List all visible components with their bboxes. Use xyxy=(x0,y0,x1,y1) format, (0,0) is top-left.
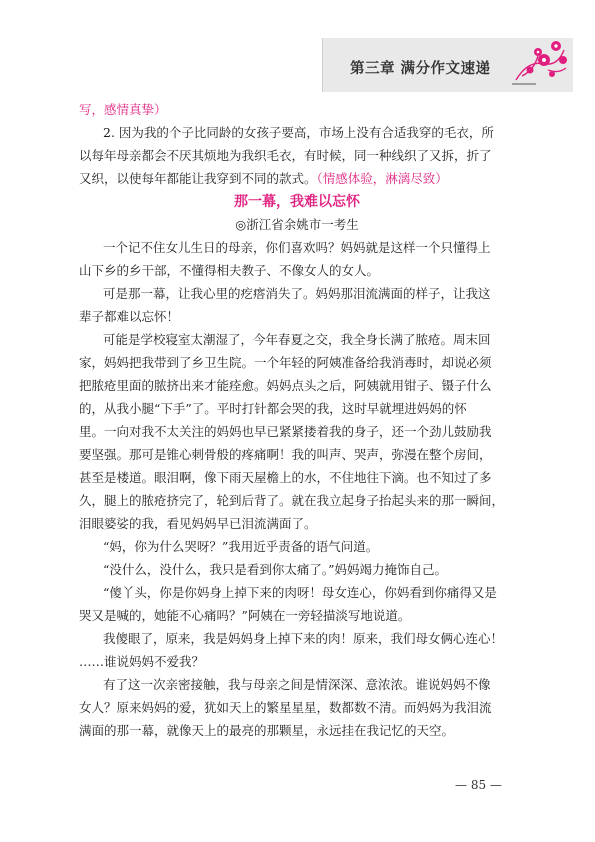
chapter-title: 第三章 满分作文速递 xyxy=(350,61,491,77)
essay-line: 满面的那一幕，就像天上的最亮的那颗星，永远挂在我记忆的天空。 xyxy=(79,723,455,738)
essay-line: 可能是学校寝室太潮湿了，今年春夏之交，我全身长满了脓疮。周末回 xyxy=(103,332,491,347)
essay-line: ……谁说妈妈不爱我？ xyxy=(79,654,205,669)
essay-line: 把脓疮里面的脓挤出来才能痊愈。妈妈点头之后，阿姨就用钳子、镊子什么 xyxy=(79,378,492,393)
essay-line: “妈，你为什么哭呀？”我用近乎责备的语气问道。 xyxy=(103,539,379,554)
essay-line: 要坚强。那可是锥心刺骨般的疼痛啊！我的叫声、哭声，弥漫在整个房间， xyxy=(79,447,492,462)
essay-line: 女人？原来妈妈的爱，犹如天上的繁星星星，数都数不清。而妈妈为我泪流 xyxy=(79,700,492,715)
essay-line: 甚至是楼道。眼泪啊，像下雨天屋檐上的水，不住地往下滴。也不知过了多 xyxy=(79,470,492,485)
analysis-line: 2. 因为我的个子比同龄的女孩子要高，市场上没有合适我穿的毛衣，所 xyxy=(103,125,494,140)
flower-decoration-icon xyxy=(508,30,570,88)
essay-author: ◎浙江省余姚市一考生 xyxy=(235,217,359,232)
essay-line: “傻丫头，你是你妈身上掉下来的肉呀！母女连心，你妈看到你痛得又是 xyxy=(103,585,497,600)
essay-line: 泪眼婆娑的我，看见妈妈早已泪流满面了。 xyxy=(79,516,317,531)
essay-line: 哭又是喊的，她能不心痛吗？”阿姨在一旁轻描淡写地说道。 xyxy=(79,608,411,623)
essay-line: 家，妈妈把我带到了乡卫生院。一个年轻的阿姨准备给我消毒时，却说必须 xyxy=(79,355,492,370)
essay-line: 可是那一幕，让我心里的疙瘩消失了。妈妈那泪流满面的样子，让我这 xyxy=(103,286,491,301)
essay-line: 辈子都难以忘怀！ xyxy=(79,309,180,324)
analysis-line: 以每年母亲都会不厌其烦地为我织毛衣，有时候，同一种线织了又拆，折了 xyxy=(79,148,492,163)
essay-line: 里。一向对我不太关注的妈妈也早已紧紧搂着我的身子，还一个劲儿鼓励我 xyxy=(79,424,492,439)
essay-line: “没什么，没什么，我只是看到你太痛了。”妈妈竭力掩饰自己。 xyxy=(103,562,448,577)
analysis-comment: （情感体验，淋漓尽致） xyxy=(316,171,448,186)
analysis-line xyxy=(79,167,515,190)
essay-line: 我傻眼了，原来，我是妈妈身上掉下来的肉！原来，我们母女俩心连心！ xyxy=(103,631,504,646)
essay-line: 有了这一次亲密接触，我与母亲之间是情深深、意浓浓。谁说妈妈不像 xyxy=(103,677,491,692)
essay-line: 一个记不住女儿生日的母亲，你们喜欢吗？妈妈就是这样一个只懂得上 xyxy=(103,240,491,255)
page-number: — 85 — xyxy=(455,778,502,792)
essay-title: 那一幕，我难以忘怀 xyxy=(234,194,360,210)
essay-line: 山下乡的乡干部，不懂得相夫教子、不像女人的女人。 xyxy=(79,263,380,278)
analysis-text: 又织，以使每年都能让我穿到不同的款式。 xyxy=(79,171,317,186)
essay-line: 久，腿上的脓疮挤完了，轮到后背了。就在我立起身子抬起头来的那一瞬间， xyxy=(79,493,505,508)
essay-line: 的，从我小腿“下手”了。平时打针都会哭的我，这时早就埋进妈妈的怀 xyxy=(79,401,467,416)
main-content xyxy=(79,98,515,742)
analysis-line: 写，感情真挚） xyxy=(79,102,167,117)
